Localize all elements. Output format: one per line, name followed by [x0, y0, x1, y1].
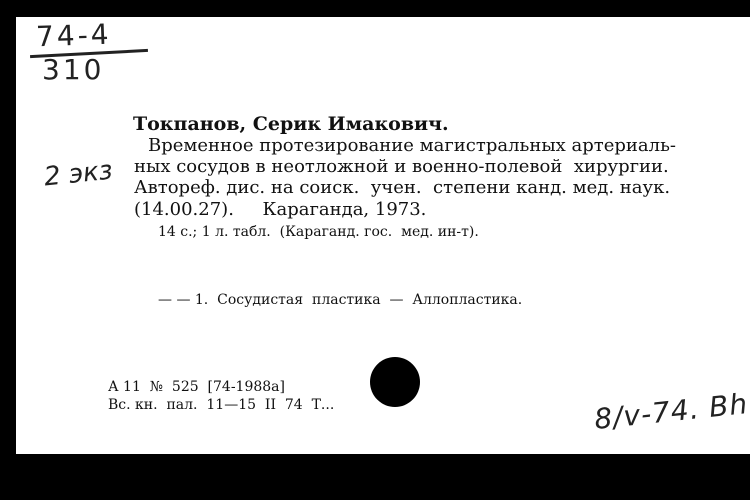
description-line-2: ных сосудов в неотложной и военно-полевой хирургии. [134, 156, 669, 177]
shelfmark-bottom: 310 [42, 53, 105, 86]
description-line-4: (14.00.27). Караганда, 1973. [134, 199, 427, 220]
handwritten-copies-note: 2 экз [42, 155, 114, 193]
collation-line: 14 с.; 1 л. табл. (Караганд. гос. мед. ин-т). [158, 224, 479, 240]
catalog-card [16, 17, 750, 454]
author-heading: Токпанов, Серик Имакович. [133, 113, 449, 135]
subject-headings: — — 1. Сосудистая пластика — Аллопластика. [158, 292, 523, 308]
description-line-1: Временное протезирование магистральных артериаль- [148, 135, 676, 156]
description-line-3: Автореф. дис. на соиск. учен. степени канд. мед. наук. [134, 177, 671, 198]
handwritten-signature: 8/v-74. Bh [592, 387, 750, 436]
shelfmark-top: 74-4 [35, 17, 113, 54]
catalog-chamber-line: Вс. кн. пал. 11—15 II 74 Т... [108, 397, 335, 413]
punch-hole [370, 357, 420, 407]
catalog-number-line: А 11 № 525 [74-1988а] [108, 379, 285, 395]
